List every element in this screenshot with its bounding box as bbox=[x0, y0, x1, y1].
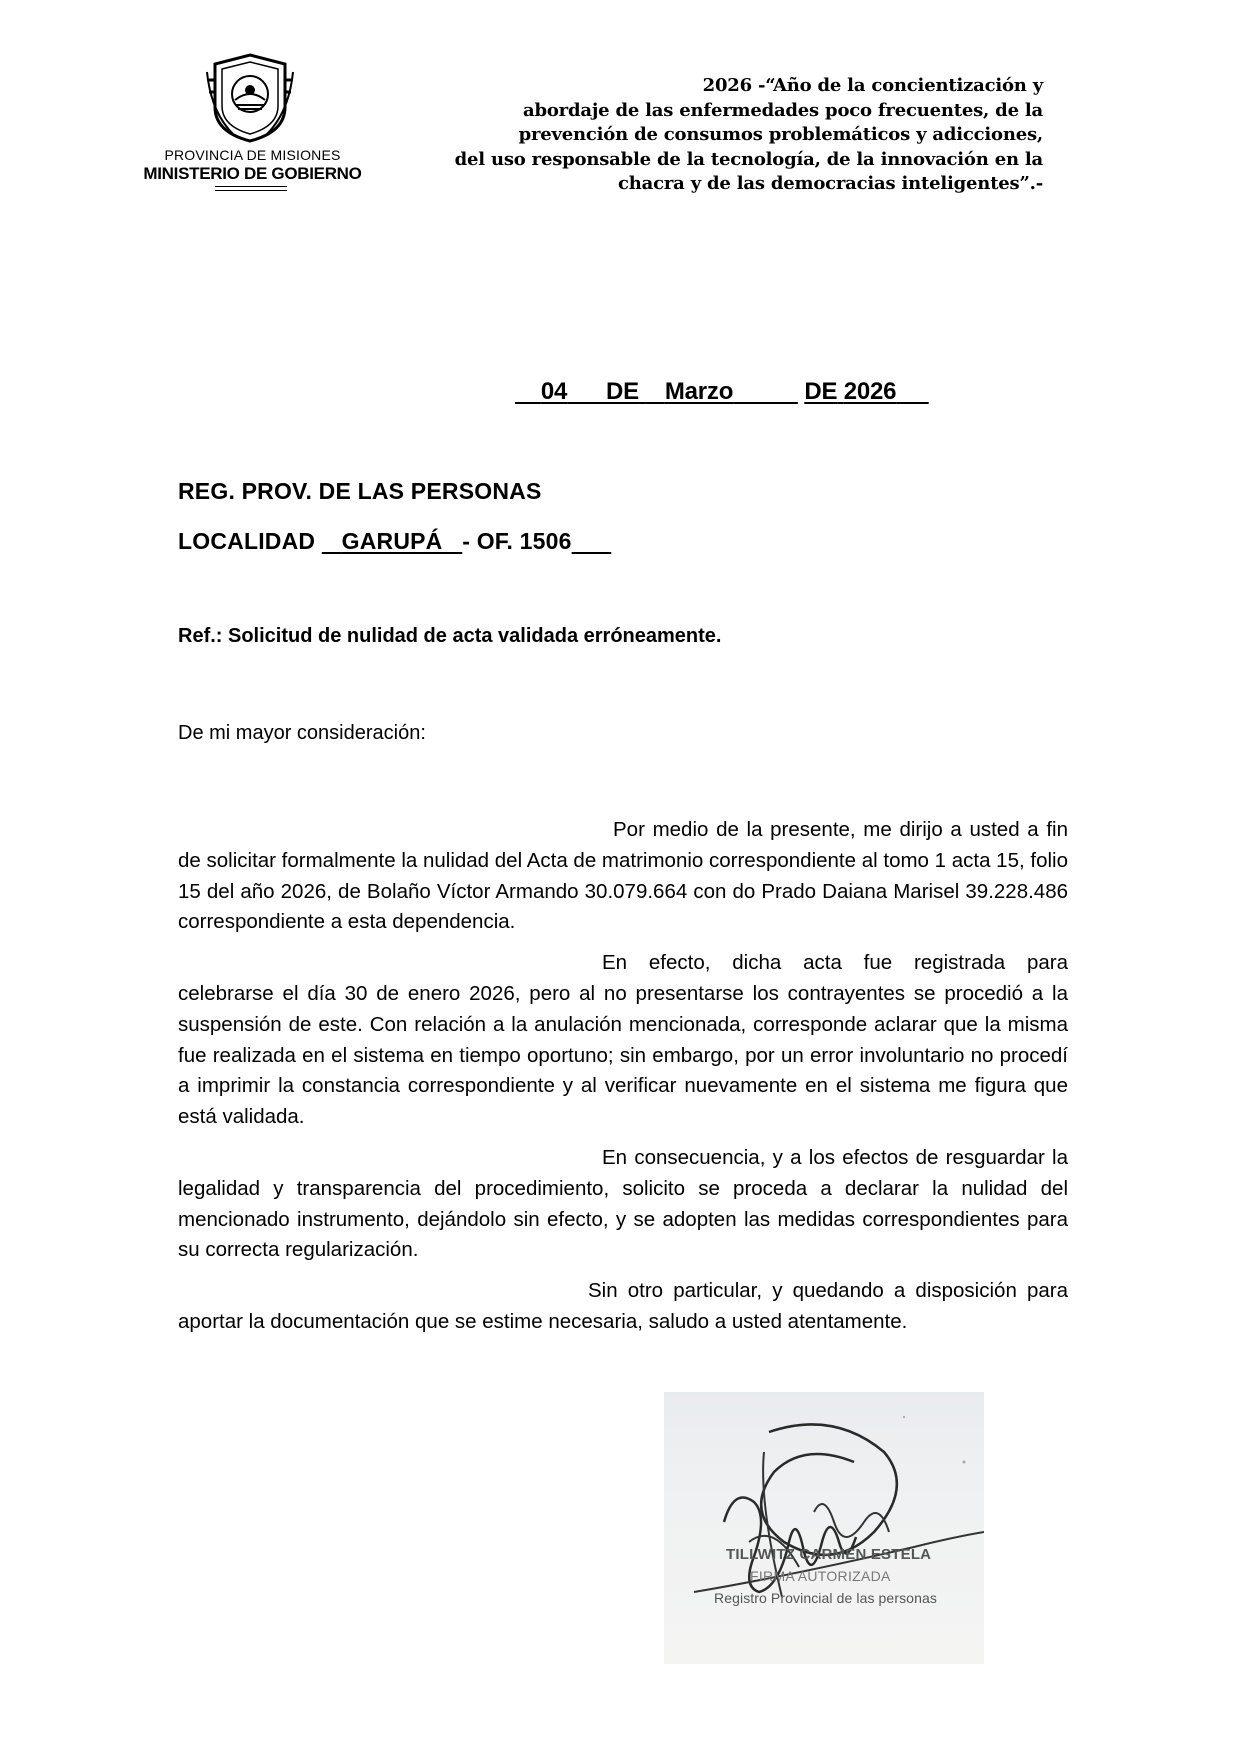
stamp-name: TILLWITZ CARMEN ESTELA bbox=[726, 1546, 932, 1563]
motto-line: abordaje de las enfermedades poco frecuentes, de la bbox=[523, 99, 1043, 121]
province-seal-icon bbox=[205, 52, 295, 144]
recipient-office: REG. PROV. DE LAS PERSONAS bbox=[178, 478, 542, 504]
year-motto bbox=[343, 74, 1043, 197]
signature-stamp bbox=[664, 1392, 984, 1664]
stamp-role: FIRMA AUTORIZADA bbox=[750, 1568, 891, 1584]
letter-date bbox=[515, 378, 929, 406]
office-number: - OF. 1506 bbox=[462, 528, 572, 554]
locality-label: LOCALIDAD bbox=[178, 528, 316, 554]
body-paragraph: Sin otro particular, y quedando a disposición para aportar la documentación que se estime necesaria, saludo a usted atentamente. bbox=[178, 1279, 1068, 1333]
locality-value: GARUPÁ bbox=[341, 528, 443, 554]
letter-body bbox=[178, 815, 1068, 1348]
stamp-organization: Registro Provincial de las personas bbox=[714, 1590, 937, 1606]
logo-province-text: PROVINCIA DE MISIONES bbox=[164, 147, 341, 163]
date-de: DE bbox=[804, 378, 838, 405]
date-day: 04 bbox=[540, 378, 568, 405]
recipient-locality bbox=[178, 528, 611, 555]
logo-divider bbox=[215, 186, 287, 187]
greeting: De mi mayor consideración: bbox=[178, 722, 426, 744]
motto-line: chacra y de las democracias inteligentes”.- bbox=[618, 173, 1043, 194]
body-paragraph: En consecuencia, y a los efectos de resguardar la legalidad y transparencia del procedimiento, solicito se proceda a declarar la nulidad del mencionado instrumento, dejándolo sin efecto, y se adopten las medidas correspondientes para su correcta regularización. bbox=[178, 1145, 1068, 1262]
body-paragraph: En efecto, dicha acta fue registrada para celebrarse el día 30 de enero 2026, pero al no presentarse los contrayentes se procedió a la suspensión de este. Con relación a la anulación mencionada, corresponde aclarar que la misma fue realizada en el sistema en tiempo oportuno; sin embargo, por un error involuntario no procedí a imprimir la constancia correspondiente y al verificar nuevamente en el sistema me figura que está validada. bbox=[178, 951, 1068, 1129]
motto-line: 2026 -“Año de la concientización y bbox=[702, 75, 1043, 96]
ministry-logo bbox=[135, 52, 370, 192]
date-month: Marzo bbox=[664, 378, 734, 405]
reference-line: Ref.: Solicitud de nulidad de acta validada erróneamente. bbox=[178, 625, 722, 647]
body-paragraph: Por medio de la presente, me dirijo a usted a fin de solicitar formalmente la nulidad del Acta de matrimonio correspondiente al tomo 1 acta 15, folio 15 del año 2026, de Bolaño Víctor Armando 30.079.664 con do Prado Daiana Marisel 39.228.486 correspondiente a esta dependencia. bbox=[178, 818, 1068, 934]
logo-ministry-text: MINISTERIO DE GOBIERNO bbox=[143, 164, 362, 183]
date-year: 2026 bbox=[843, 378, 897, 405]
motto-line: del uso responsable de la tecnología, de la innovación en la bbox=[454, 148, 1043, 170]
handwritten-signature-icon bbox=[664, 1392, 984, 1664]
logo-divider bbox=[215, 190, 287, 191]
date-de: DE bbox=[605, 378, 639, 405]
motto-line: prevención de consumos problemáticos y adicciones, bbox=[518, 124, 1043, 145]
